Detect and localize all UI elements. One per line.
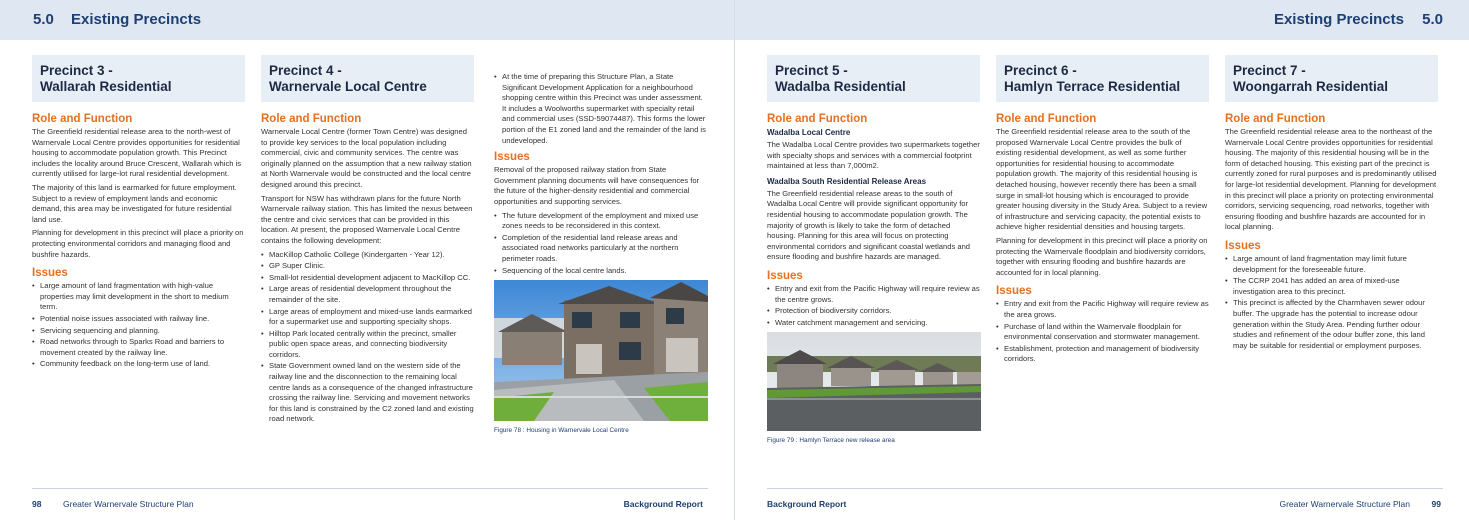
release-area-photo: [767, 332, 981, 431]
precinct-4-title-box: [261, 55, 474, 102]
precinct-6-role-heading: Role and Function: [996, 113, 1097, 125]
list-item: • Community feedback on the long-term use of land.: [32, 359, 245, 370]
right-header-bar: [735, 0, 1469, 40]
list-item: • Large amount of land fragmentation may limit future development for the foreseeable future.: [1225, 254, 1438, 275]
precinct-4-continued-column: [494, 72, 707, 435]
list-item: • Large areas of residential development throughout the remainder of the site.: [261, 284, 474, 305]
list-item: • Large areas of employment and mixed-use lands earmarked for a supermarket use and supporting specialty shops.: [261, 307, 474, 328]
section-number: 5.0: [33, 11, 54, 28]
precinct-3-title-line1: Precinct 3 -: [40, 63, 113, 78]
list-item: • Potential noise issues associated with railway line.: [32, 314, 245, 325]
list-item: • At the time of preparing this Structure Plan, a State Significant Development Application for a neighbourhood shopping centre within this Precinct was under assessment. It includes a Woolworths supermarket with specialty retail and commercial uses (SSD-59074487). This forms the lower portion of the E1 zoned land and the remainder of the land is undeveloped.: [494, 72, 707, 146]
list-item: • MacKillop Catholic College (Kindergarten - Year 12).: [261, 250, 474, 261]
left-footer-title: Greater Warnervale Structure Plan: [63, 499, 194, 509]
left-page: [0, 0, 734, 520]
precinct-4-development-list: [261, 250, 474, 426]
figure-79-caption: Figure 79 : Hamlyn Terrace new release area: [767, 437, 895, 445]
list-item: • Completion of the residential land release areas and associated road networks particularly at the northern perimeter roads.: [494, 233, 707, 265]
list-item: • This precinct is affected by the Charmhaven sewer odour buffer. The upgrade has the potential to increase odour generation within the Study Area. Pending further odour studies and refinement of the odour buffer zone, this land may be suitable for residential or employment purposes.: [1225, 298, 1438, 351]
right-page-number: 99: [1431, 499, 1441, 509]
list-item: • Sequencing of the local centre lands.: [494, 266, 707, 277]
list-item: • Servicing sequencing and planning.: [32, 326, 245, 337]
precinct-7-title-box: [1225, 55, 1438, 102]
precinct-5-title-line2: Wadalba Residential: [775, 79, 906, 94]
right-footer-title: Greater Warnervale Structure Plan: [1279, 499, 1410, 509]
list-item: • GP Super Clinic.: [261, 261, 474, 272]
list-item: • Protection of biodiversity corridors.: [767, 306, 980, 317]
precinct-5-issues-heading: Issues: [767, 269, 803, 282]
precinct-3-title-box: [32, 55, 245, 102]
list-item: • Water catchment management and servicing.: [767, 318, 980, 329]
precinct-5-subheading: Wadalba Local Centre: [767, 128, 851, 137]
section-title: Existing Precincts: [71, 11, 202, 28]
right-page: [735, 0, 1469, 520]
precinct-7-title-line2: Woongarrah Residential: [1233, 79, 1389, 94]
precinct-5-paragraph: The Wadalba Local Centre provides two supermarkets together with specialty shops and services with a commercial footprint maintained at less than 7,000m2.: [767, 140, 980, 171]
section-title: Existing Precincts: [1273, 11, 1404, 28]
release-area-photo-illustration: [767, 332, 981, 431]
precinct-3-column: [32, 55, 245, 373]
precinct-4-continued-list: [494, 72, 707, 146]
precinct-5-subheading: Wadalba South Residential Release Areas: [767, 176, 927, 186]
precinct-7-paragraph: The Greenfield residential release area to the northeast of the Warnervale Local Centre provides opportunities for residential housing. The majority of this residential housing will be in the form of detached housing. This existing part of the precinct is currently zoned for rural purposes and is predominantly utilised for large-lot residential development. Planning for development in this precinct will place a priority on protecting environmental corridors, servicing sequencing, road networks, together with ensuring flooding and bushfire hazards are accounted for in local planning.: [1225, 127, 1437, 232]
precinct-4-issues-list: [494, 211, 707, 277]
precinct-4-role-heading: Role and Function: [261, 113, 362, 125]
precinct-4-paragraph: Transport for NSW has withdrawn plans for the future North Warnervale railway station. This has limited the nexus between the centre and civic services that can be provided in this location. At present, the proposed Warnervale Local Centre contains the following development:: [261, 193, 473, 245]
precinct-4-paragraph: Warnervale Local Centre (former Town Centre) was designed to provide key services to the local population including commercial, civic and community services. The centre was originally planned on the assumption that a new railway station at North Warnervale would be constructed and the local centre designed around this precinct.: [261, 127, 472, 189]
housing-photo-illustration: [494, 280, 708, 421]
list-item: • Entry and exit from the Pacific Highway will require review as the area grows.: [996, 299, 1209, 320]
precinct-7-column: [1225, 55, 1438, 354]
list-item: • Road networks through to Sparks Road and barriers to movement created by the railway line.: [32, 337, 245, 358]
figure-78-caption: Figure 78 : Housing in Warnervale Local Centre: [494, 427, 629, 435]
precinct-3-issues-list: [32, 281, 245, 370]
precinct-4-column: [261, 55, 474, 428]
left-footer-rule: [32, 488, 708, 489]
precinct-5-title-box: [767, 55, 980, 102]
precinct-5-column: [767, 55, 980, 445]
list-item: • Hilltop Park located centrally within the precinct, smaller public open space areas, and connecting biodiversity corridors.: [261, 329, 474, 361]
precinct-6-title-box: [996, 55, 1209, 102]
precinct-5-paragraph: The Greenfield residential release areas to the south of Wadalba Local Centre will provide significant opportunity for residential housing to accommodate population growth. The majority of growth is likely to take the form of detached housing. Planning for this area will focus on protecting environmental corridors and significant coastal wetlands and ensure flooding and bushfire hazards are managed.: [767, 188, 971, 262]
precinct-3-paragraph: The majority of this land is earmarked for future employment. Subject to a review of employment lands and economic demand, this area may be investigated for future residential land use.: [32, 182, 237, 224]
precinct-6-issues-list: [996, 299, 1209, 365]
list-item: • Establishment, protection and management of biodiversity corridors.: [996, 344, 1209, 365]
precinct-3-issues-heading: Issues: [32, 267, 68, 280]
precinct-5-title-line1: Precinct 5 -: [775, 63, 848, 78]
precinct-3-role-heading: Role and Function: [32, 113, 133, 125]
precinct-4-title-line1: Precinct 4 -: [269, 63, 342, 78]
precinct-6-paragraph: The Greenfield residential release area to the south of the proposed Warnervale Local Centre provides the bulk of existing residential development, as well as some further opportunities for residential housing to accommodate population growth. The majority of this residential housing is detached housing, however recently there has been a small surge in small-lot housing which is encouraged to provide greater housing diversity in the Study Area. Subject to a review of infrastructure and servicing capacity, the potential exists to achieve higher residential densities and housing targets.: [996, 127, 1208, 232]
precinct-7-title-line1: Precinct 7 -: [1233, 63, 1306, 78]
precinct-6-column: [996, 55, 1209, 368]
precinct-4-issues-intro: Removal of the proposed railway station from State Government planning documents will have consequences for the future of the higher-density residential and commercial opportunities and supporting services.: [494, 165, 700, 206]
precinct-3-paragraph: The Greenfield residential release area to the north-west of Warnervale Local Centre provides opportunities for residential housing to accommodate population growth. This Precinct includes the locality around Bruce Crescent, Wallarah which is currently utilised for large-lot rural residential development.: [32, 127, 242, 179]
precinct-6-issues-heading: Issues: [996, 285, 1032, 298]
list-item: • Large amount of land fragmentation with high-value properties may limit development in the short to medium term.: [32, 281, 245, 313]
precinct-5-role-heading: Role and Function: [767, 113, 868, 125]
precinct-7-role-heading: Role and Function: [1225, 113, 1326, 125]
left-page-number: 98: [32, 499, 42, 509]
precinct-6-paragraph: Planning for development in this precinct will place a priority on protecting the Warnervale floodplain and biodiversity corridors, together with ensuring flooding and bushfire hazards are accounted for in local planning.: [996, 235, 1208, 277]
list-item: • Entry and exit from the Pacific Highway will require review as the centre grows.: [767, 284, 980, 305]
list-item: • State Government owned land on the western side of the railway line and the disconnection to the remaining local centre lands as a consequence of the changed infrastructure crossing the railway line. Servicing and movement networks for this land is constrained by the C2 zoned land and existing road network.: [261, 361, 474, 425]
list-item: • Small-lot residential development adjacent to MacKillop CC.: [261, 273, 474, 284]
precinct-3-title-line2: Wallarah Residential: [40, 79, 172, 94]
precinct-5-issues-list: [767, 284, 980, 328]
list-item: • Purchase of land within the Warnervale floodplain for environmental conservation and stormwater management.: [996, 322, 1209, 343]
list-item: • The CCRP 2041 has added an area of mixed-use investigation area to this precinct.: [1225, 276, 1438, 297]
left-header-bar: [0, 0, 734, 40]
precinct-3-paragraph: Planning for development in this precinct will place a priority on protecting environmental corridors and managing flood and bushfire hazards.: [32, 228, 244, 259]
precinct-4-issues-heading: Issues: [494, 151, 530, 164]
precinct-7-issues-list: [1225, 254, 1438, 351]
right-footer-report: Background Report: [767, 499, 847, 509]
precinct-6-title-line2: Hamlyn Terrace Residential: [1004, 79, 1181, 94]
section-number: 5.0: [1422, 11, 1443, 28]
precinct-6-title-line1: Precinct 6 -: [1004, 63, 1077, 78]
precinct-7-issues-heading: Issues: [1225, 239, 1261, 252]
list-item: • The future development of the employment and mixed use zones needs to be reconsidered in this context.: [494, 211, 707, 232]
right-footer-rule: [767, 488, 1443, 489]
housing-photo: [494, 280, 708, 421]
precinct-4-title-line2: Warnervale Local Centre: [269, 79, 427, 94]
left-footer-report: Background Report: [623, 499, 703, 509]
